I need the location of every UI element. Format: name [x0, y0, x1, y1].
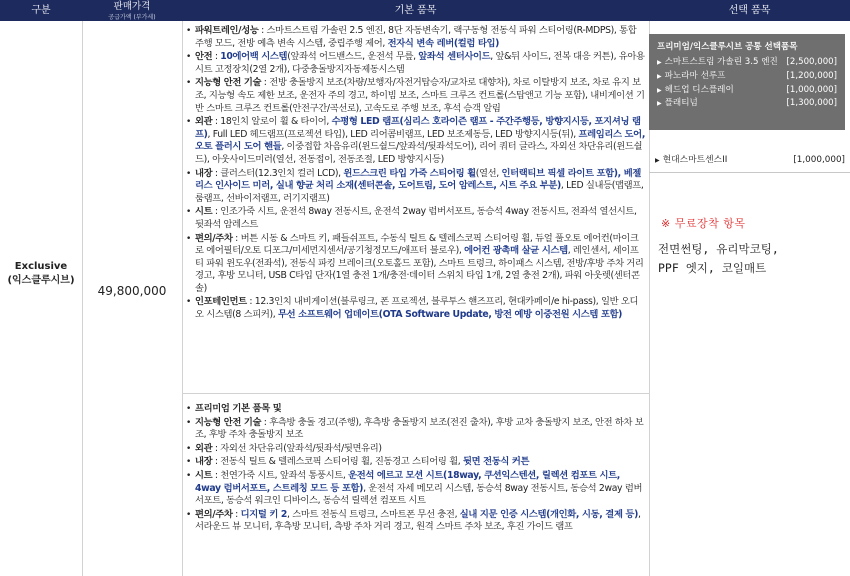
- package-option: ▶ 현대스마트센스II [1,000,000]: [655, 155, 845, 165]
- package-name: 현대스마트센스II: [662, 155, 728, 165]
- header-gubun: 구분: [31, 5, 51, 16]
- header-price: [82, 0, 182, 21]
- option-price: [1,000,000]: [786, 84, 837, 95]
- free-items-line: PPF 엣지, 코일매트: [658, 261, 767, 275]
- premium-items-list: [186, 403, 646, 575]
- option-row: ▶ 헤드업 디스플레이 [1,000,000]: [657, 84, 837, 98]
- free-items-body: [658, 240, 843, 278]
- option-row: ▶ 파노라마 선루프 [1,200,000]: [657, 70, 837, 84]
- basic-item-powertrain: • 파워트레인/성능 : 스마트스트림 가솔린 2.5 엔진, 8단 자동변속기, 랙구동형 전동식 파워 스티어링(R-MDPS), 통합 주행 모드, 전방 예측 변속 시스템, 중립주행 제어, 전자식 변속 레버(컬럼 타입): [186, 25, 637, 49]
- common-options-box: [649, 34, 845, 130]
- free-items-title: ※ 무료장착 항목: [661, 217, 746, 230]
- basic-item-adas: • 지능형 안전 기술 : 전방 충돌방지 보조(차량/보행자/자전거탑승자/교차로 대향차), 차로 이탈방지 보조, 차로 유지 보조, 지능형 속도 제한 보조, 운전자 주의 경고, 하이빔 보조, 스마트 크루즈 컨트롤(스탑앤고 기능 포함), 내비게이션 기반 스마트 크루즈 컨트롤(안전구간/곡선로), 고속도로 주행 보조, 후석 승객 알림: [186, 77, 645, 114]
- option-price: [1,300,000]: [786, 98, 837, 109]
- header-select: 선택 품목: [728, 5, 771, 16]
- trim-name-ko: (익스클루시브): [7, 275, 75, 286]
- package-divider: [649, 172, 850, 173]
- premium-item-convenience: • 편의/주차 : 디지털 키 2, 스마트 전동식 트렁크, 스마트폰 무선 충전, 실내 지문 인증 시스템(개인화, 시동, 결제 등), 서라운드 뷰 모니터, 후측방 모니터, 측방 주차 거리 경고, 원격 스마트 주차 보조, 후진 가이드 램프: [186, 508, 641, 533]
- table-header: [0, 0, 850, 21]
- option-name: 스마트스트림 가솔린 3.5 엔진: [664, 57, 778, 67]
- basic-item-exterior: • 외관 : 18인치 알로이 휠 & 타이어, 수평형 LED 램프(심리스 호라이즌 램프 - 주간주행등, 방향지시등, 포지셔닝 램프), Full LED 헤드램프(프로젝션 타입), LED 리어콤비램프, LED 보조제동등, LED 방향지시등(뒤), 프레임리스 도어, 오토 플러시 도어 핸들, 이중접합 차음유리(윈드쉴드/앞좌석/뒷좌석도어), 리어 쿼터 글라스, 자외선 차단유리(윈드쉴드), 아웃사이드미러(열선, 전동접이, 전동조절, LED 방향지시등): [186, 116, 645, 165]
- trim-name: [0, 260, 82, 288]
- header-price-sub: 공급가액 (부가세): [108, 14, 156, 21]
- option-row: ▶ 플래티넘 [1,300,000]: [657, 97, 837, 111]
- column-divider: [182, 21, 183, 576]
- option-price: [1,200,000]: [786, 70, 837, 81]
- premium-item-exterior: • 외관 : 자외선 차단유리(앞좌석/뒷좌석/뒷면유리): [186, 442, 382, 454]
- premium-item-interior: • 내장 : 전동식 틸트 & 텔레스코픽 스티어링 휠, 진동경고 스티어링 휠, 뒷면 전동식 커튼: [186, 456, 530, 468]
- package-price: [1,000,000]: [793, 155, 845, 165]
- header-basic: 기본 품목: [394, 5, 437, 16]
- premium-title: • 프리미엄 기본 품목 및: [186, 403, 282, 414]
- free-items-line: 전면썬팅, 유리막코팅,: [658, 242, 779, 256]
- basic-item-infotainment: • 인포테인먼트 : 12.3인치 내비게이션(블루링크, 폰 프로젝션, 블루투스 핸즈프리, 현대카페이/e hi-pass), 일반 오디오 시스템(8 스피커), 무선 소프트웨어 업데이트(OTA Software Update, 방전 예방 이중전원 시스템 포함): [186, 296, 639, 321]
- option-name: 파노라마 선루프: [664, 70, 726, 81]
- trim-price: 49,800,000: [97, 284, 167, 298]
- option-price: [2,500,000]: [786, 57, 837, 67]
- basic-item-convenience: • 편의/주차 : 버튼 시동 & 스마트 키, 패들쉬프트, 수동식 틸트 & 텔레스코픽 스티어링 휠, 듀얼 풀오토 에어컨(마이크로 에어필터/오토 디포그/미세먼지센서/공기청정모드/애프터 블로우), 에어컨 광촉매 살균 시스템, 레인센서, 세이프티 파워 윈도우(전좌석), 전동식 파킹 브레이크(오토홀드 포함), 스마트 트렁크, 하이패스 시스템, 전방/후방 주차 거리 경고, 후방 모니터, USB C타입 단자(1열 충전 1개/충전·데이터 스위치 타입 1개, 2열 충전 2개), 파워 아웃렛(센터콘솔): [186, 232, 644, 294]
- option-name: 헤드업 디스플레이: [664, 84, 734, 95]
- option-row: ▶ 스마트스트림 가솔린 3.5 엔진 [2,500,000]: [657, 56, 837, 70]
- premium-item-seat: • 시트 : 천연가죽 시트, 앞좌석 통풍시트, 운전석 에르고 모션 시트(18way, 쿠션익스텐션, 릴렉션 컴포트 시트, 4way 럼버서포트, 스트레칭 모드 등 포함), 운전석 자세 메모리 시스템, 동승석 8way 전동시트, 동승석 2way 럼버서포트, 동승석 워크인 디바이스, 동승석 릴렉션 컴포트 시트: [186, 469, 643, 507]
- basic-item-seat: • 시트 : 인조가죽 시트, 운전석 8way 전동시트, 운전석 2way 럼버서포트, 동승석 4way 전동시트, 전좌석 열선시트, 뒷좌석 암레스트: [186, 206, 637, 230]
- premium-item-adas: • 지능형 안전 기술 : 후측방 충돌 경고(주행), 후측방 충돌방지 보조(전진 출차), 후방 교차 충돌방지 보조, 안전 하차 보조, 후방 주차 충돌방지 보조: [186, 416, 644, 441]
- basic-item-interior: • 내장 : 클러스터(12.3인치 컬러 LCD), 윈드스크린 타입 가죽 스티어링 휠(열선, 인터랙티브 픽셀 라이트 포함), 베젤리스 인사이드 미러, 실내 향균 처리 소재(센터콘솔, 도어트림, 도어 암레스트, 시트 주요 부분), LED 실내등(맵램프, 룸램프, 선바이저램프, 러기지램프): [186, 167, 644, 204]
- header-price-title: 판매가격: [113, 1, 151, 12]
- common-options-title: 프리미엄/익스클루시브 공통 선택품목: [657, 42, 798, 52]
- column-divider: [82, 21, 83, 576]
- trim-name-en: Exclusive: [14, 261, 68, 272]
- basic-items-list: [186, 25, 646, 393]
- section-divider: [182, 393, 649, 394]
- basic-item-safety: • 안전 : 10에어백 시스템(앞좌석 어드밴스드, 운전석 무릎, 앞좌석 센터사이드, 앞&뒤 사이드, 전복 대응 커튼), 유아용 시트 고정장치(2열 2개), 다중충돌방지자동제동시스템: [186, 51, 645, 75]
- option-name: 플래티넘: [664, 98, 698, 109]
